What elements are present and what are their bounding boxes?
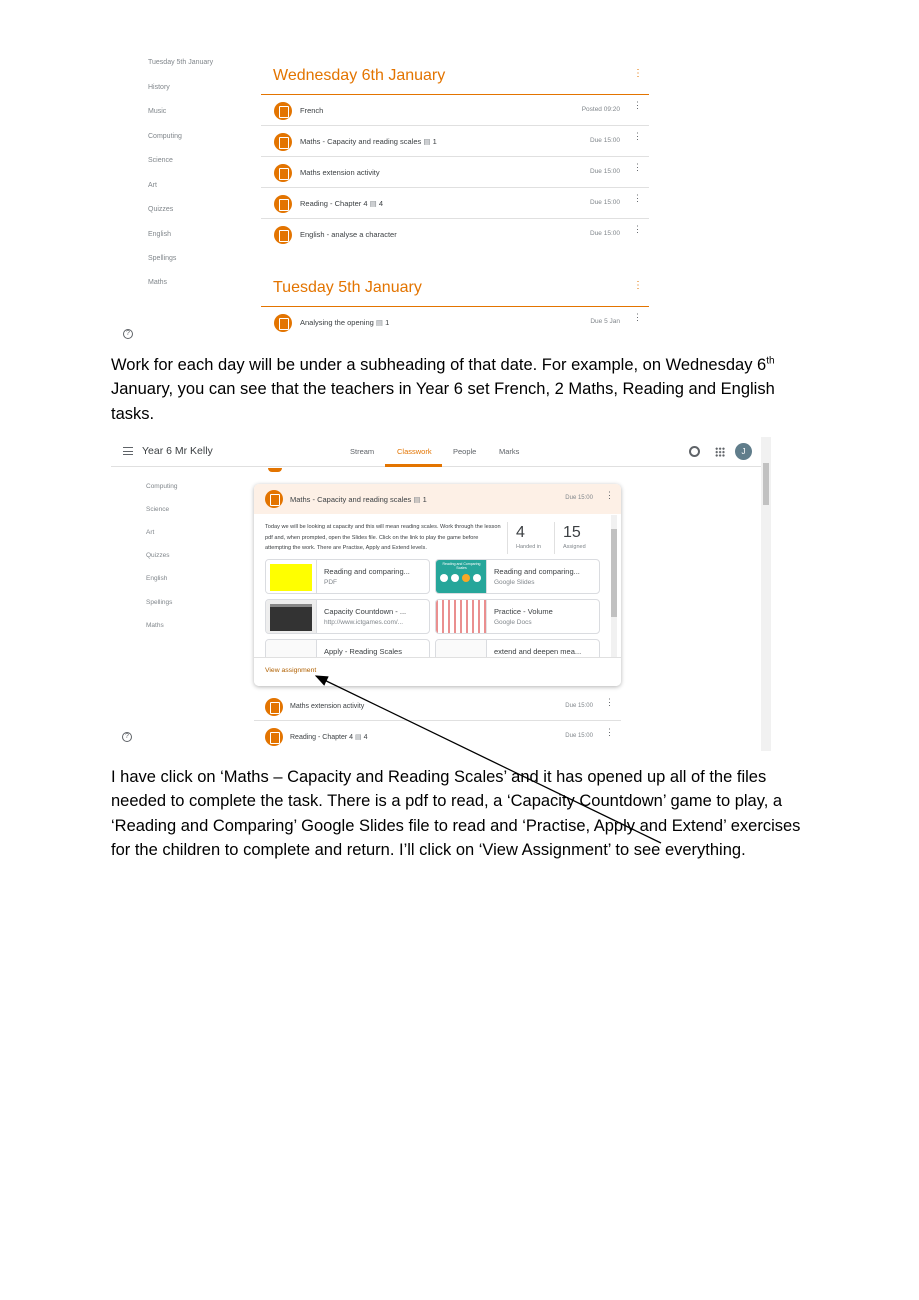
more-vert-icon[interactable]: ⋮ [633, 312, 642, 322]
attachment-title: Apply - Reading Scales [324, 647, 402, 656]
more-vert-icon[interactable]: ⋮ [633, 100, 642, 110]
comment-count: 4 [378, 199, 383, 208]
sidebar-item-quizzes[interactable]: Quizzes [148, 206, 174, 213]
class-name[interactable]: Year 6 Mr Kelly [142, 445, 213, 457]
attachment-title: Reading and comparing... [324, 567, 410, 576]
tab-people[interactable]: People [453, 447, 477, 456]
section-title-tuesday: Tuesday 5th January [273, 279, 422, 296]
tab-classwork[interactable]: Classwork [397, 447, 432, 456]
attachment-type: Google Docs [494, 619, 532, 626]
sidebar-item-computing[interactable]: Computing [148, 133, 182, 140]
sidebar-item-computing[interactable]: Computing [146, 483, 178, 490]
sidebar-item-science[interactable]: Science [148, 157, 173, 164]
paragraph-intro: Work for each day will be under a subheading of that date. For example, on Wednesday 6th January, you can see that the teachers in Year 6 set French, 2 Maths, Reading and English tasks. [111, 355, 775, 423]
assignment-due: Due 15:00 [565, 495, 593, 501]
sidebar-item-quizzes[interactable]: Quizzes [146, 552, 170, 559]
task-title: Maths extension activity [300, 168, 380, 177]
attachment-type: PDF [324, 579, 337, 586]
help-icon[interactable]: ? [122, 732, 132, 742]
task-status: Due 15:00 [590, 168, 620, 175]
more-vert-icon[interactable]: ⋮ [605, 490, 614, 500]
task-title: Analysing the opening ▤ 1 [300, 318, 390, 327]
task-title: English - analyse a character [300, 230, 397, 239]
attachment-title: Practice - Volume [494, 607, 553, 616]
more-vert-icon[interactable]: ⋮ [633, 224, 642, 234]
sidebar-item-art[interactable]: Art [146, 529, 155, 536]
comment-icon: ▤ [423, 137, 431, 146]
sidebar-item-maths[interactable]: Maths [146, 622, 164, 629]
sidebar-item-tuesday[interactable]: Tuesday 5th January [148, 59, 214, 66]
task-status: Due 15:00 [565, 733, 593, 739]
section-menu-icon[interactable]: ⋮ [633, 68, 643, 79]
assigned-label: Assigned [563, 544, 586, 550]
assigned-count[interactable]: 15 [563, 524, 581, 541]
attachment-title: extend and deepen mea... [494, 647, 582, 656]
view-assignment-link[interactable]: View assignment [265, 667, 317, 674]
attachment-title: Reading and comparing... [494, 567, 580, 576]
comment-count: 1 [432, 137, 437, 146]
task-title: Maths extension activity [290, 703, 365, 710]
more-vert-icon[interactable]: ⋮ [633, 162, 642, 172]
paragraph-explanation: I have click on ‘Maths – Capacity and Reading Scales’ and it has opened up all of the files needed to complete the task. There is a pdf to read, a ‘Capacity Countdown’ game to play, a ‘Reading and Comparing’ Google Slides file to read and ‘Practise, Apply and Extend’ exercises for the children to complete and return. I’ll click on ‘View Assignment’ to see everything. [111, 768, 801, 859]
comment-icon: ▤ [413, 495, 421, 504]
slides-thumbnail-title: Reading and Comparing Scales [442, 562, 481, 570]
attachment-url: http://www.ictgames.com/... [324, 619, 404, 626]
comment-icon: ▤ [355, 734, 362, 741]
task-title: Reading - Chapter 4 ▤ 4 [290, 734, 368, 741]
comment-count: 1 [422, 495, 427, 504]
tab-stream[interactable]: Stream [350, 447, 375, 456]
more-vert-icon[interactable]: ⋮ [633, 193, 642, 203]
sidebar-item-science[interactable]: Science [146, 506, 170, 513]
handed-in-label: Handed in [516, 544, 542, 550]
comment-count: 1 [385, 318, 390, 327]
more-vert-icon[interactable]: ⋮ [605, 697, 614, 707]
assignment-description: Today we will be looking at capacity and this will mean reading scales. Work through the lesson pdf and, when prompted, open the Slides file. Click on the link to play the game before attempting the work. There are Practise, Apply and Extend levels. [265, 524, 501, 551]
comment-icon: ▤ [375, 318, 383, 327]
sidebar-item-spellings[interactable]: Spellings [148, 255, 177, 262]
task-status: Due 15:00 [590, 230, 620, 237]
task-status: Due 15:00 [590, 199, 620, 206]
avatar[interactable]: J [735, 443, 752, 460]
comment-count: 4 [363, 734, 368, 741]
task-status: Due 5 Jan [590, 318, 620, 325]
sidebar-item-music[interactable]: Music [148, 108, 167, 115]
more-vert-icon[interactable]: ⋮ [633, 131, 642, 141]
attachment-type: Google Slides [494, 579, 535, 586]
sidebar-item-maths[interactable]: Maths [148, 279, 168, 286]
section-title-wednesday: Wednesday 6th January [273, 67, 446, 84]
attachment-title: Capacity Countdown - ... [324, 607, 407, 616]
task-status: Posted 09:20 [581, 106, 620, 113]
task-status: Due 15:00 [590, 137, 620, 144]
sidebar-item-spellings[interactable]: Spellings [146, 599, 173, 606]
more-vert-icon[interactable]: ⋮ [605, 727, 614, 737]
help-icon[interactable]: ? [123, 329, 133, 339]
comment-icon: ▤ [369, 199, 377, 208]
task-status: Due 15:00 [565, 703, 593, 709]
sidebar-item-english[interactable]: English [146, 575, 168, 582]
task-title: Reading - Chapter 4 ▤ 4 [300, 199, 383, 208]
task-title: Maths - Capacity and reading scales ▤ 1 [300, 137, 437, 146]
sidebar-item-english[interactable]: English [148, 231, 171, 238]
task-title: French [300, 106, 324, 115]
section-menu-icon[interactable]: ⋮ [633, 280, 643, 291]
sidebar-item-art[interactable]: Art [148, 182, 157, 189]
sidebar-item-history[interactable]: History [148, 84, 170, 91]
tab-marks[interactable]: Marks [499, 447, 520, 456]
handed-in-count[interactable]: 4 [516, 524, 525, 541]
assignment-title: Maths - Capacity and reading scales ▤ 1 [290, 495, 427, 504]
